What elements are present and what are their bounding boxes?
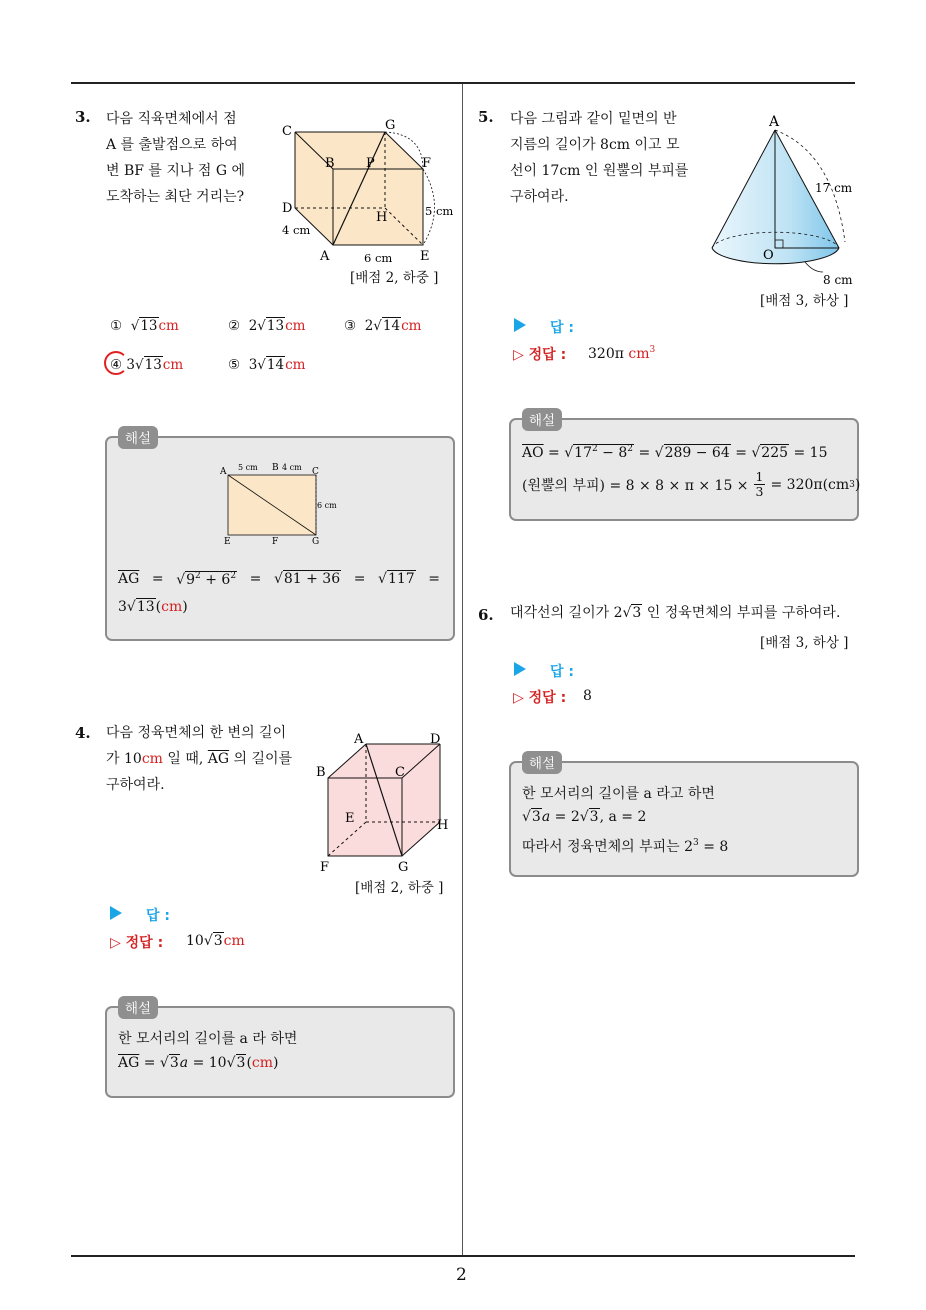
q3-solution-line-1: $\overline{AG}$ = $√9^2 + 6^2$ = √81 + 36 = √117 = (118, 571, 440, 588)
column-divider (462, 84, 463, 1256)
q3-choice-4[interactable]: ④ 3√13cm (110, 357, 184, 373)
q3-label-C: C (282, 124, 292, 139)
q4-label-G: G (398, 860, 409, 875)
q3-choice-1[interactable]: ① √13cm (110, 318, 179, 334)
q4-correct-label: ▷ 정답 : (110, 935, 164, 951)
q4-label-H: H (437, 818, 449, 833)
question-4-text: 다음 정육면체의 한 변의 길이 가 10cm 일 때, $\overline{AG}$ 의 길이를 구하여라. (106, 725, 293, 793)
q3-choice-5[interactable]: ⑤ 3√14cm (228, 357, 306, 373)
q4-label-F: F (320, 860, 330, 875)
q5-correct-value: 320π $cm^3$ (588, 345, 656, 362)
question-6-number: 6. (478, 606, 494, 624)
q6-answer-label: 답 : (550, 664, 574, 680)
q4-label-B: B (316, 765, 326, 780)
q4-solution-box (105, 1006, 455, 1098)
q3-label-P: P (366, 156, 375, 171)
q3-net-label-E: E (224, 537, 231, 547)
q3-net-label-F: F (272, 537, 279, 547)
question-5-score: [배점 3, 하상 ] (760, 293, 849, 309)
q5-cone-figure (705, 112, 860, 288)
q5-label-17cm: 17 cm (815, 181, 853, 195)
q3-net-label-B: B (272, 463, 279, 473)
q5-solution-line-2: (원뿔의 부피) = 8 × 8 × π × 15 × $\frac{1}{3}$ = 320π(cm 3 ) (522, 469, 861, 499)
q6-correct-label: ▷ 정답 : (513, 690, 567, 706)
q3-net-label-6cm: 6 cm (317, 501, 337, 510)
q4-label-D: D (430, 732, 441, 747)
q5-answer-label: 답 : (550, 320, 574, 336)
q4-cube-figure (312, 728, 457, 874)
top-rule (71, 82, 855, 84)
q3-label-4cm: 4 cm (282, 223, 311, 237)
q3-net-label-5cm: 5 cm (238, 463, 258, 472)
q6-solution-tag: 해설 (522, 751, 562, 774)
q3-net-label-4cm: 4 cm (282, 463, 302, 472)
q4-label-A: A (354, 732, 364, 747)
q4-label-E: E (345, 811, 355, 826)
bottom-rule (71, 1255, 855, 1257)
question-3-number: 3. (75, 108, 91, 126)
q5-label-O: O (763, 248, 774, 263)
q6-correct-value: 8 (583, 688, 592, 704)
q6-solution-line-1: 한 모서리의 길이를 a 라고 하면 (522, 786, 715, 802)
q5-solution-tag: 해설 (522, 408, 562, 431)
q6-solution-line-3: 따라서 정육면체의 부피는 $2^3 = 8$ (522, 838, 729, 855)
q3-label-G: G (385, 118, 396, 133)
q5-label-8cm: 8 cm (823, 273, 853, 287)
question-4-number: 4. (75, 724, 91, 742)
q4-answer-icon (110, 906, 122, 920)
q4-answer-label: 답 : (146, 908, 170, 924)
q3-label-B: B (325, 156, 335, 171)
q4-label-C: C (395, 765, 405, 780)
q3-label-F: F (422, 156, 432, 171)
q3-net-label-A: A (220, 467, 227, 477)
q5-solution-line-1: $\overline{AO} = √17^2 - 8^2 = √289 - 64 = √225 = 15$ (522, 444, 828, 461)
question-3-score: [배점 2, 하중 ] (350, 270, 439, 286)
q5-label-A: A (769, 114, 780, 130)
question-3-text: 다음 직육면체에서 점 A 를 출발점으로 하여 변 BF 를 지나 점 G 에 도착하는 최단 거리는? (106, 111, 246, 205)
q3-label-D: D (282, 201, 293, 216)
question-6-score: [배점 3, 하상 ] (760, 635, 849, 651)
q4-solution-line-1: 한 모서리의 길이를 a 라 하면 (118, 1031, 298, 1047)
q4-correct-value: 10√3cm (186, 933, 245, 949)
question-6-text: 대각선의 길이가 2√3 인 정육면체의 부피를 구하여라. (510, 605, 841, 621)
q4-solution-tag: 해설 (118, 996, 158, 1019)
q3-label-H: H (376, 210, 388, 225)
q3-choice-2[interactable]: ② 2√13cm (228, 318, 306, 334)
q3-net-label-C: C (312, 467, 319, 477)
q3-net-label-G: G (312, 537, 320, 547)
q3-choice-3[interactable]: ③ 2√14cm (344, 318, 422, 334)
page-number: 2 (456, 1265, 467, 1285)
q3-solution-line-2: 3√13(cm) (118, 599, 188, 615)
q3-net-figure (220, 460, 345, 547)
q3-label-5cm: 5 cm (425, 204, 454, 218)
q3-solution-tag: 해설 (118, 426, 158, 449)
q3-label-A: A (320, 249, 330, 264)
q3-label-E: E (420, 249, 430, 264)
q6-answer-icon (514, 662, 526, 676)
question-4-score: [배점 2, 하중 ] (355, 880, 444, 896)
question-5-number: 5. (478, 108, 494, 126)
q6-solution-line-2: √3a = 2√3, a = 2 (522, 809, 647, 825)
q3-label-6cm: 6 cm (364, 251, 393, 265)
q5-correct-label: ▷ 정답 : (513, 347, 567, 363)
q5-answer-icon (514, 318, 526, 332)
q4-solution-line-2: $\overline{AG} = √3a = 10√3(cm)$ (118, 1055, 279, 1071)
question-5-text: 다음 그림과 같이 밑면의 반 지름의 길이가 8cm 이고 모 선이 17cm 인 원뿔의 부피를 구하여라. (510, 111, 689, 205)
q3-cuboid-figure (278, 112, 454, 265)
